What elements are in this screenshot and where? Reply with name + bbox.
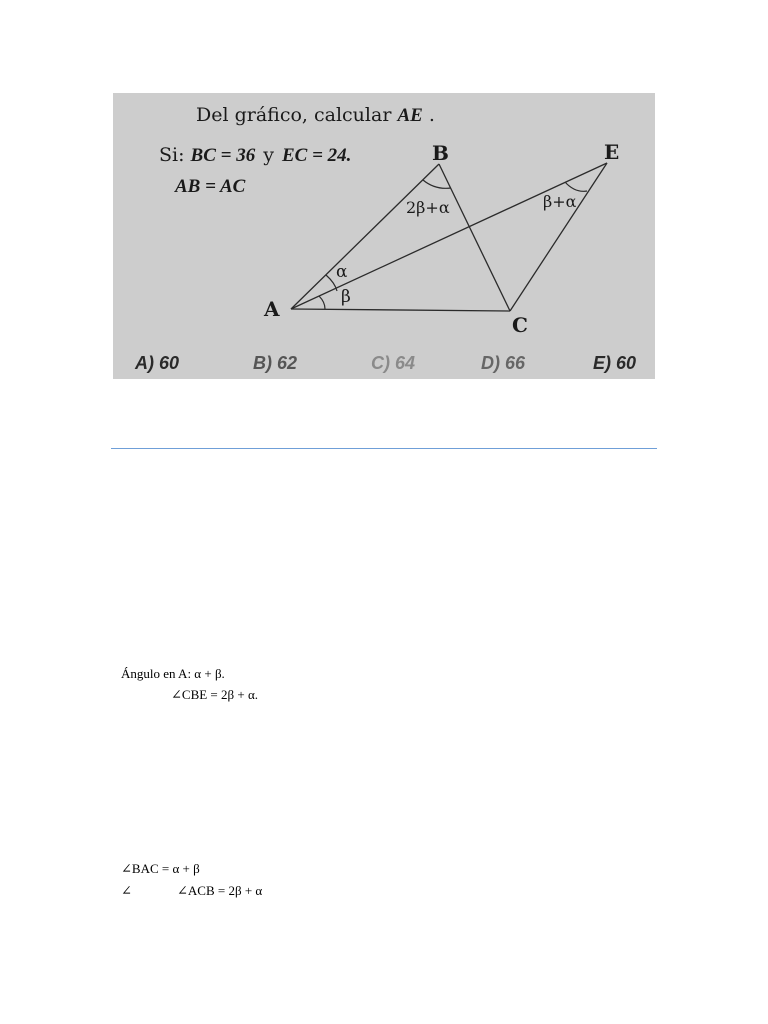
segment-bc (439, 164, 510, 311)
statement-target: AE (397, 105, 423, 126)
angle-label-e: β+α (543, 192, 577, 211)
angle-label-b: 2β+α (406, 198, 450, 217)
problem-statement (196, 104, 435, 126)
point-label-b: B (432, 141, 449, 165)
conditions-line (159, 144, 351, 166)
angle-arc-e (565, 182, 587, 191)
statement-prefix: Del gráfico, calcular (196, 104, 398, 126)
answer-options (134, 353, 636, 373)
problem-figure (113, 93, 655, 379)
answer-option-c: C) 64 (371, 353, 416, 373)
condition-bc: BC = 36 (190, 145, 256, 166)
answer-option-e: E) 60 (593, 353, 637, 373)
note-angle-bac: ∠BAC = α + β (121, 861, 200, 876)
horizontal-separator (111, 448, 657, 449)
condition-ec: EC = 24. (281, 145, 352, 166)
angle-label-beta: β (341, 287, 351, 307)
answer-option-d: D) 66 (481, 353, 526, 373)
angle-label-alpha: α (336, 262, 348, 282)
geometry-figure-svg (113, 93, 655, 379)
condition-ab-ac: AB = AC (175, 176, 246, 197)
conditions-prefix: Si: (159, 144, 191, 166)
statement-suffix: . (422, 104, 435, 126)
note-angle-cbe: ∠CBE = 2β + α. (171, 687, 259, 702)
segment-ac (291, 309, 510, 311)
point-label-c: C (512, 313, 528, 337)
point-label-e: E (604, 140, 620, 164)
angle-arc-a-inner (319, 296, 325, 309)
note-angle-symbol: ∠ (121, 883, 132, 898)
segment-ab (291, 164, 439, 309)
note-angle-at-a: Ángulo en A: α + β. (121, 666, 225, 681)
answer-option-a: A) 60 (135, 353, 180, 373)
point-label-a: A (264, 297, 280, 321)
answer-option-b: B) 62 (253, 353, 298, 373)
note-angle-acb: ∠ACB = 2β + α (177, 883, 263, 898)
conditions-join: y (263, 144, 274, 166)
